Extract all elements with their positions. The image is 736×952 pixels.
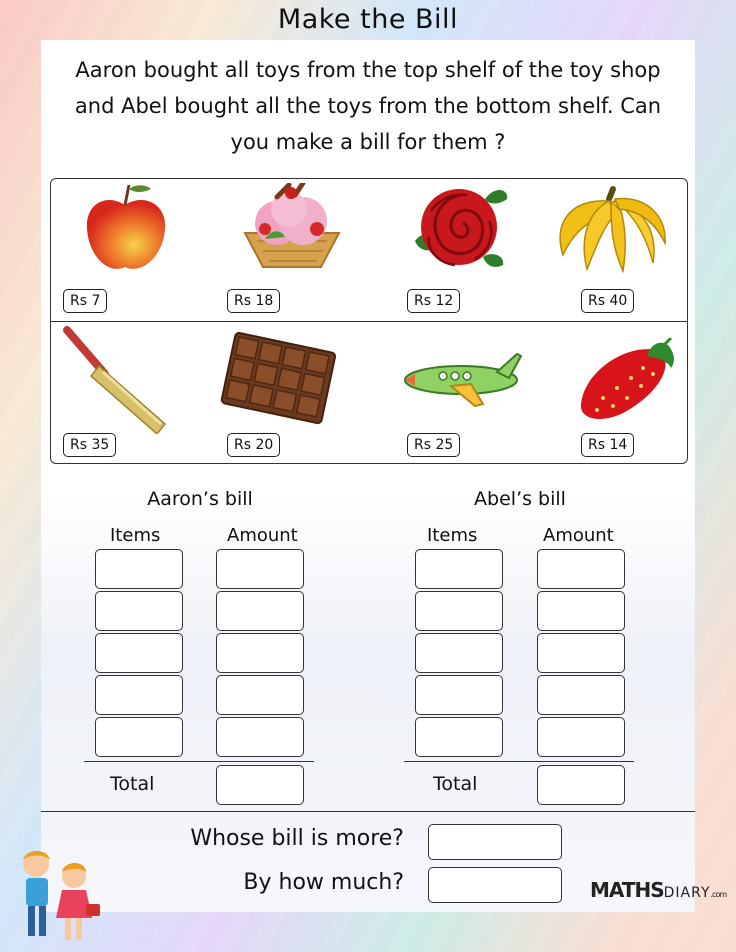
abel-amount-field[interactable] xyxy=(537,675,625,715)
cricket-bat-icon xyxy=(61,324,173,434)
whose-bill-more-field[interactable] xyxy=(428,824,562,860)
price-tag: Rs 25 xyxy=(407,433,460,457)
aaron-item-field[interactable] xyxy=(95,549,183,589)
price-tag: Rs 18 xyxy=(227,289,280,313)
aaron-total-label: Total xyxy=(110,773,155,795)
abel-total-label: Total xyxy=(433,773,478,795)
abel-total-rule xyxy=(404,761,634,762)
aaron-bill-heading: Aaron’s bill xyxy=(147,488,253,510)
price-tag: Rs 35 xyxy=(63,433,116,457)
price-tag: Rs 40 xyxy=(581,289,634,313)
rose-icon xyxy=(409,181,509,275)
ice-cream-icon xyxy=(237,183,347,275)
abel-amount-header: Amount xyxy=(543,525,614,546)
brand-logo: MATHSDIARY.com xyxy=(590,878,727,902)
bottom-shelf xyxy=(50,321,688,464)
price-tag: Rs 7 xyxy=(63,289,107,313)
abel-item-field[interactable] xyxy=(415,633,503,673)
abel-amount-field[interactable] xyxy=(537,717,625,757)
apple-icon xyxy=(77,181,173,277)
section-divider xyxy=(41,811,695,812)
bananas-icon xyxy=(549,185,669,275)
aaron-amount-header: Amount xyxy=(227,525,298,546)
aaron-items-header: Items xyxy=(110,525,161,546)
abel-item-field[interactable] xyxy=(415,591,503,631)
page-title: Make the Bill xyxy=(277,4,459,35)
aaron-item-field[interactable] xyxy=(95,591,183,631)
aaron-amount-field[interactable] xyxy=(216,549,304,589)
by-how-much-field[interactable] xyxy=(428,867,562,903)
abel-item-field[interactable] xyxy=(415,675,503,715)
abel-item-field[interactable] xyxy=(415,549,503,589)
chocolate-bar-icon xyxy=(217,332,339,428)
price-tag: Rs 12 xyxy=(407,289,460,313)
aaron-amount-field[interactable] xyxy=(216,633,304,673)
strawberry-icon xyxy=(573,338,677,424)
aaron-item-field[interactable] xyxy=(95,675,183,715)
by-how-much-label: By how much? xyxy=(243,870,404,895)
abel-total-field[interactable] xyxy=(537,765,625,805)
aaron-total-rule xyxy=(84,761,314,762)
price-tag: Rs 20 xyxy=(227,433,280,457)
abel-item-field[interactable] xyxy=(415,717,503,757)
abel-amount-field[interactable] xyxy=(537,591,625,631)
abel-items-header: Items xyxy=(427,525,478,546)
kids-illustration xyxy=(8,846,106,946)
aaron-amount-field[interactable] xyxy=(216,717,304,757)
aaron-amount-field[interactable] xyxy=(216,591,304,631)
top-shelf xyxy=(50,178,688,322)
abel-amount-field[interactable] xyxy=(537,633,625,673)
price-tag: Rs 14 xyxy=(581,433,634,457)
whose-bill-more-label: Whose bill is more? xyxy=(190,826,404,851)
question-text: Aaron bought all toys from the top shelf of the toy shop and Abel bought all the toys from the bottom shelf. Can you make a bill for them ? xyxy=(74,58,662,154)
toy-airplane-icon xyxy=(401,346,525,410)
aaron-item-field[interactable] xyxy=(95,633,183,673)
abel-bill-heading: Abel’s bill xyxy=(474,488,566,510)
aaron-amount-field[interactable] xyxy=(216,675,304,715)
aaron-item-field[interactable] xyxy=(95,717,183,757)
aaron-total-field[interactable] xyxy=(216,765,304,805)
abel-amount-field[interactable] xyxy=(537,549,625,589)
